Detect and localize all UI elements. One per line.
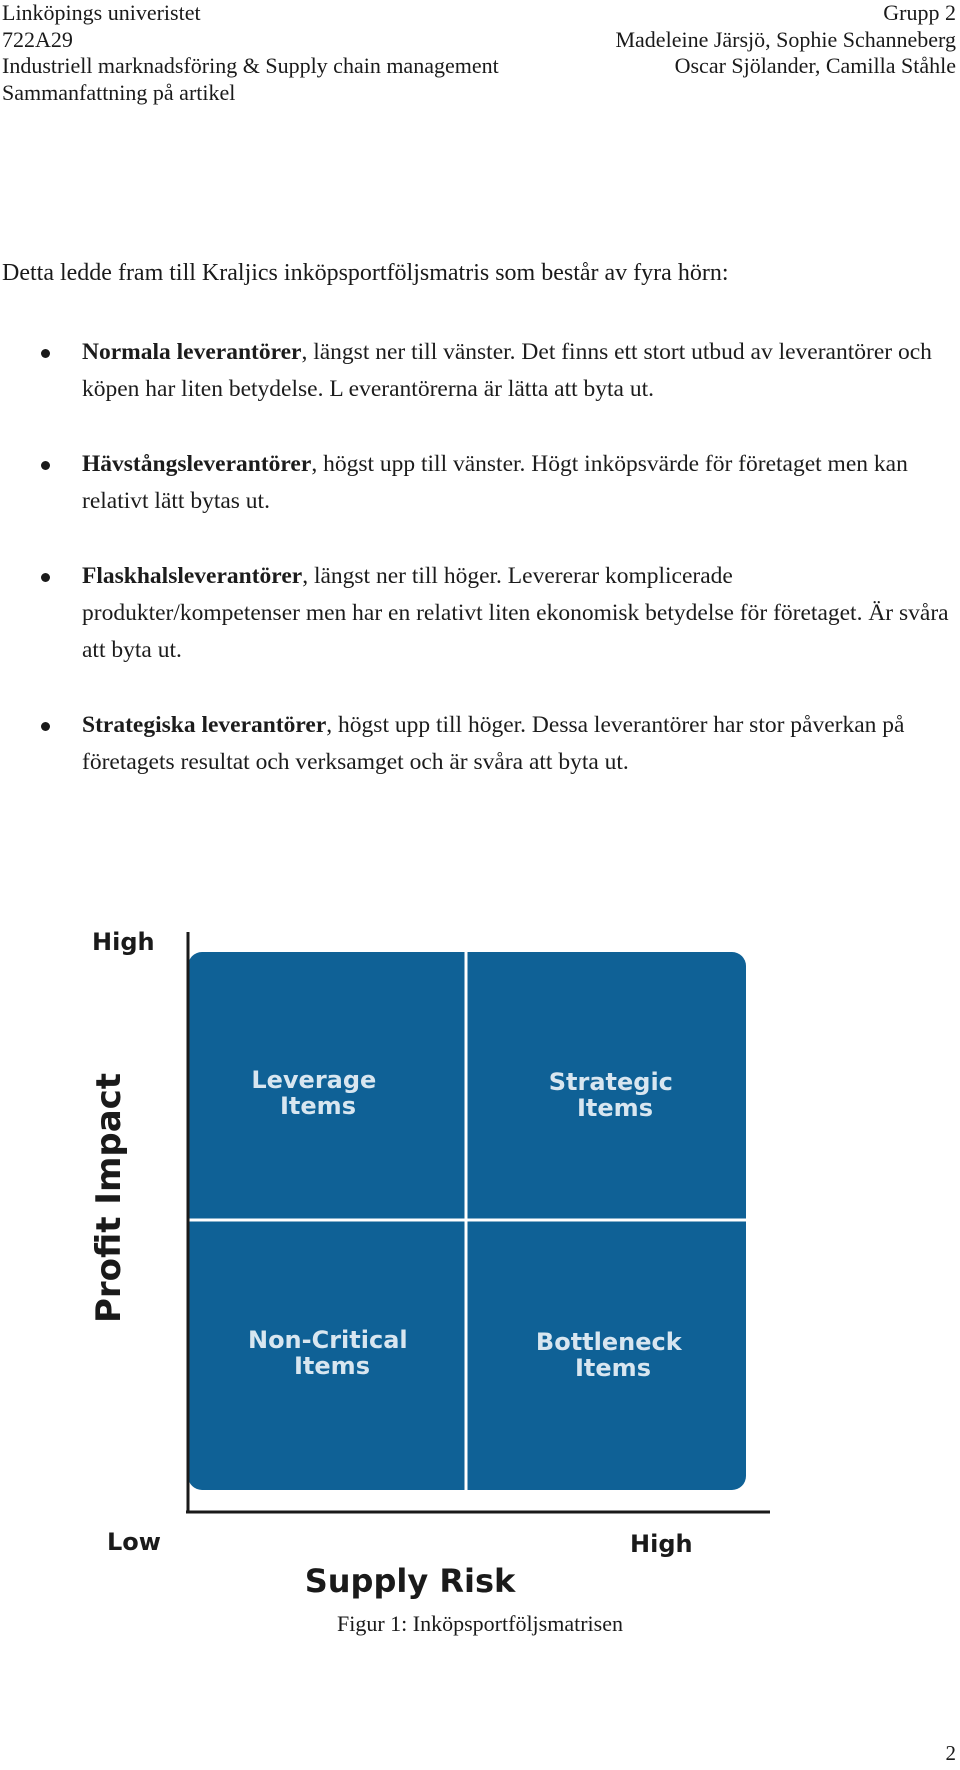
quadrant-top-left-line-1: Leverage — [251, 1066, 377, 1094]
bullet-term: Hävstångsleverantörer — [82, 451, 312, 477]
figure-caption: Figur 1: Inköpsportföljsmatrisen — [337, 1611, 623, 1636]
intro-paragraph: Detta ledde fram till Kraljics inköpsportföljsmatris som består av fyra hörn: — [2, 260, 729, 286]
bullet-text: , längst ner till vänster. Det finns ett stort utbud av leverantörer och köpen har liten betydelse. L everantörerna är lätta att byta ut. — [82, 339, 932, 402]
quadrant-top-right-line-1: Strategic — [548, 1068, 673, 1096]
bullet-term: Strategiska leverantörer — [82, 712, 327, 738]
x-axis-title: Supply Risk — [304, 1562, 516, 1600]
bullet-list — [0, 334, 960, 819]
bullet-text: , längst ner till höger. Levererar komplicerade produkter/kompetenser men har en relativt liten ekonomisk betydelse för företaget. Är svåra att byta ut. — [82, 563, 949, 663]
list-item — [0, 446, 960, 520]
quadrant-bottom-left-line-1: Non-Critical — [247, 1326, 408, 1354]
bullet-icon — [41, 722, 50, 731]
list-item — [0, 334, 960, 408]
list-item — [0, 707, 960, 781]
bullet-icon — [41, 461, 50, 470]
origin-low-label: Low — [107, 1528, 161, 1556]
header-authors-2: Oscar Sjölander, Camilla Ståhle — [674, 53, 956, 78]
bullet-term: Flaskhalsleverantörer — [82, 563, 303, 589]
quadrant-top-left-line-2: Items — [280, 1092, 356, 1120]
header-left — [2, 0, 499, 106]
bullet-text: , högst upp till vänster. Högt inköpsvärde för företaget men kan relativt lätt bytas ut. — [82, 451, 908, 514]
quadrant-top-right-line-2: Items — [577, 1094, 653, 1122]
y-axis-title: Profit Impact — [89, 1072, 129, 1324]
header-right — [615, 0, 956, 80]
bullet-term: Normala leverantörer — [82, 339, 302, 365]
bullet-text: , högst upp till höger. Dessa leverantörer har stor påverkan på företagets resultat och verksamget och är svåra att byta ut. — [82, 712, 905, 775]
quadrant-bottom-right-line-2: Items — [575, 1354, 651, 1382]
y-high-label: High — [92, 928, 155, 956]
quadrant-bottom-left-line-2: Items — [294, 1352, 370, 1380]
bullet-icon — [41, 349, 50, 358]
header-course-name: Industriell marknadsföring & Supply chain management — [2, 53, 499, 78]
page-number: 2 — [945, 1741, 956, 1765]
header-group: Grupp 2 — [883, 0, 956, 25]
bullet-icon — [41, 573, 50, 582]
page-header — [0, 0, 960, 110]
list-item — [0, 558, 960, 669]
kraljic-matrix — [80, 920, 800, 1600]
header-authors-1: Madeleine Järsjö, Sophie Schanneberg — [615, 26, 956, 52]
x-high-label: High — [630, 1530, 693, 1558]
header-course-code: 722A29 — [2, 26, 73, 52]
header-document-type: Sammanfattning på artikel — [2, 79, 236, 105]
quadrant-bottom-right-line-1: Bottleneck — [535, 1328, 682, 1356]
header-university: Linköpings univeristet — [2, 0, 201, 25]
